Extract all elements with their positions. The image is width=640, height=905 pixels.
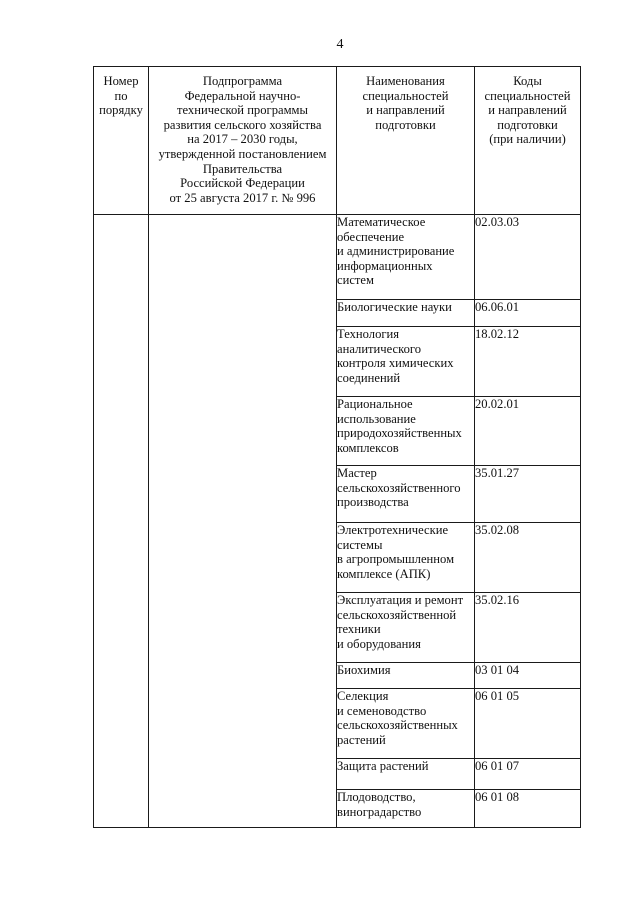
spec-code-cell: 35.01.27 [475, 466, 581, 523]
spec-name-cell: Мастер сельскохозяйственного производства [337, 466, 475, 523]
spec-name-cell: Электротехнические системы в агропромышленном комплексе (АПК) [337, 523, 475, 593]
page-number: 4 [336, 37, 344, 52]
spec-code-cell: 02.03.03 [475, 215, 581, 300]
program-cell [149, 215, 337, 828]
spec-name-cell: Технология аналитического контроля химических соединений [337, 327, 475, 397]
specialties-table [93, 66, 581, 828]
spec-code-cell: 06 01 05 [475, 689, 581, 759]
spec-name-cell: Эксплуатация и ремонт сельскохозяйственной техники и оборудования [337, 593, 475, 663]
spec-name-cell: Рациональное использование природохозяйственных комплексов [337, 397, 475, 466]
spec-code-cell: 35.02.08 [475, 523, 581, 593]
spec-name-cell: Биологические науки [337, 300, 475, 327]
spec-code-cell: 18.02.12 [475, 327, 581, 397]
spec-name-cell: Защита растений [337, 759, 475, 790]
header-program: Подпрограмма Федеральной научно- технической программы развития сельского хозяйства на 2017 – 2030 годы, утвержденной постановлением Правительства Российской Федерации от 25 августа 2017 г. № 996 [149, 67, 337, 215]
spec-code-cell: 20.02.01 [475, 397, 581, 466]
spec-code-cell: 06 01 07 [475, 759, 581, 790]
spec-code-cell: 06 01 08 [475, 790, 581, 828]
spec-name-cell: Математическое обеспечение и администрирование информационных систем [337, 215, 475, 300]
spec-code-cell: 35.02.16 [475, 593, 581, 663]
header-code: Коды специальностей и направлений подготовки (при наличии) [475, 67, 581, 215]
table-header-row [94, 67, 581, 215]
header-spec-name: Наименования специальностей и направлений подготовки [337, 67, 475, 215]
table-row [94, 215, 581, 300]
number-cell [94, 215, 149, 828]
spec-name-cell: Селекция и семеноводство сельскохозяйственных растений [337, 689, 475, 759]
spec-code-cell: 03 01 04 [475, 663, 581, 689]
spec-name-cell: Плодоводство, виноградарство [337, 790, 475, 828]
spec-name-cell: Биохимия [337, 663, 475, 689]
spec-code-cell: 06.06.01 [475, 300, 581, 327]
header-number: Номер по порядку [94, 67, 149, 215]
